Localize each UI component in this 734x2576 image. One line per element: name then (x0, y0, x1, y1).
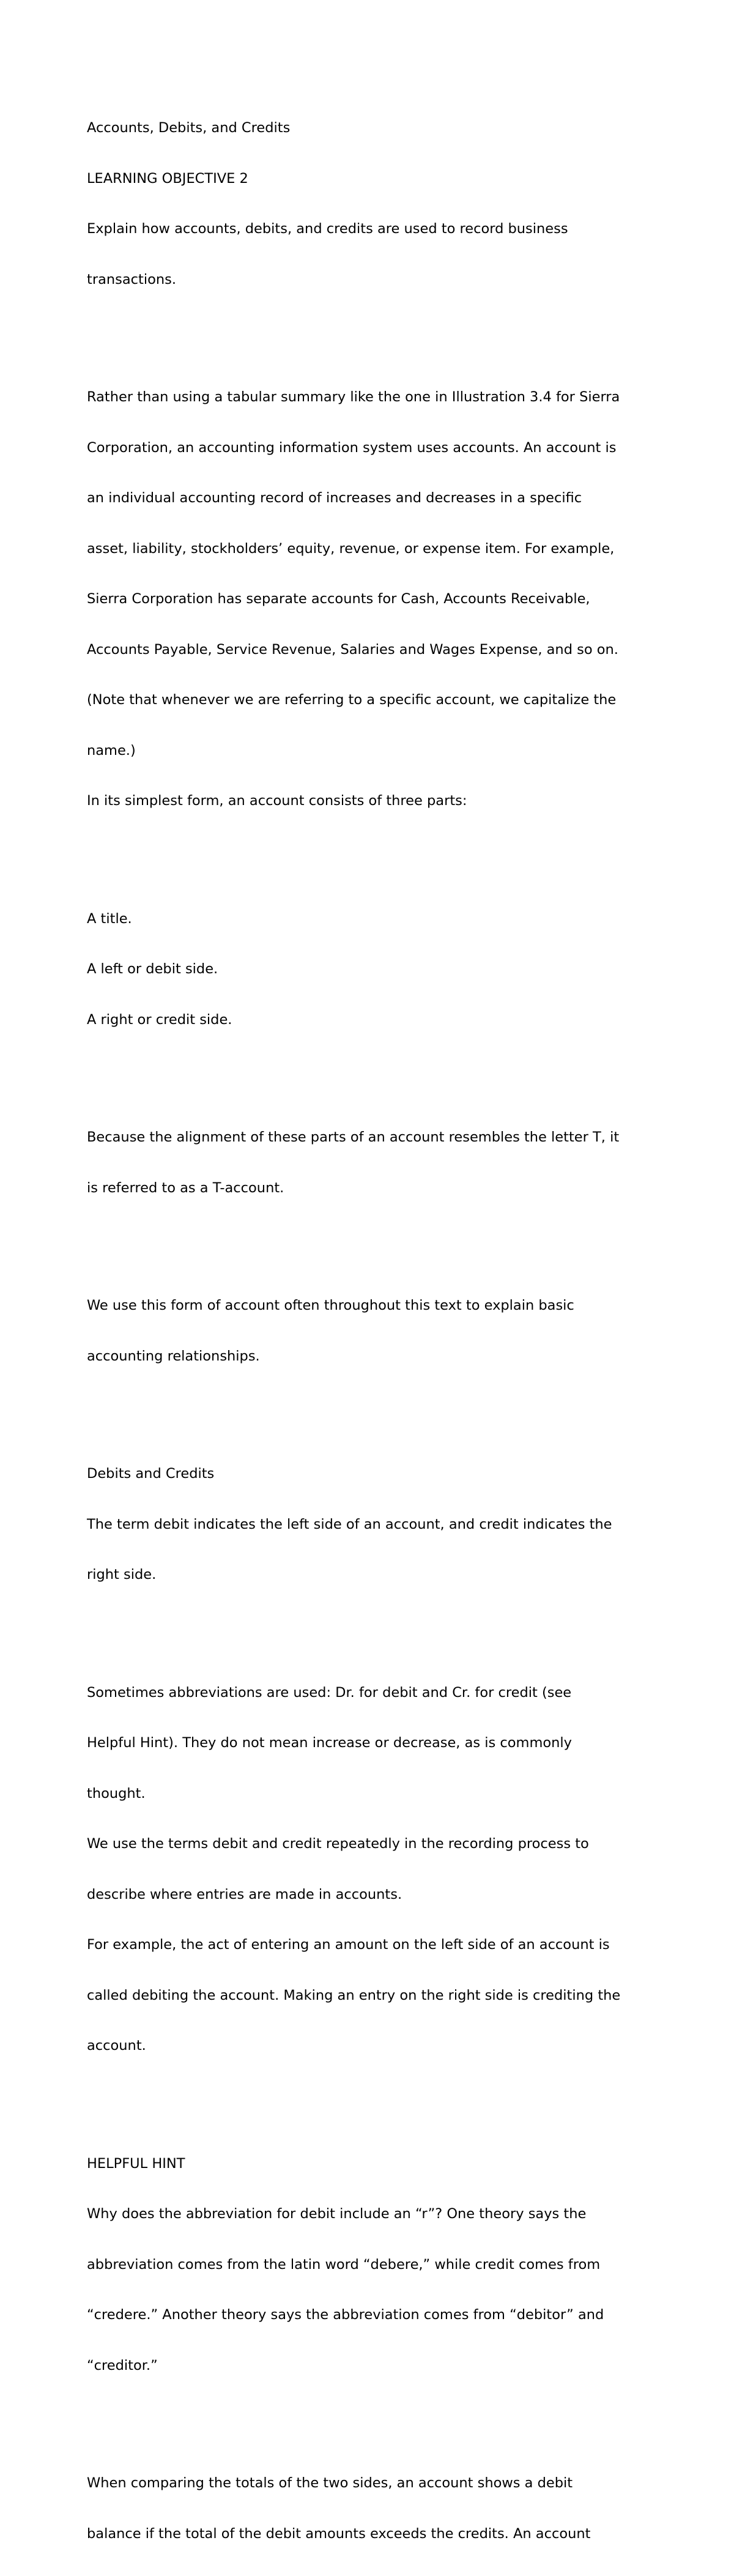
hint-line: “creditor.” (87, 2357, 158, 2374)
paragraph-line: account. (87, 2038, 146, 2054)
learning-objective-text: transactions. (87, 271, 176, 288)
hint-line: “credere.” Another theory says the abbreviation comes from “debitor” and (87, 2307, 604, 2323)
blank-line (87, 2408, 662, 2425)
paragraph-line: accounting relationships. (87, 1348, 260, 1364)
paragraph-line: right side. (87, 1567, 157, 1583)
blank-line (87, 844, 662, 861)
hint-heading: HELPFUL HINT (87, 2155, 185, 2172)
paragraph-line: called debiting the account. Making an entry on the right side is crediting the (87, 1987, 621, 2003)
paragraph-line: is referred to as a T-account. (87, 1179, 284, 1196)
paragraph-line: Helpful Hint). They do not mean increase or decrease, as is commonly (87, 1735, 572, 1751)
paragraph-line: (Note that whenever we are referring to a specific account, we capitalize the (87, 692, 617, 708)
paragraph-line: Corporation, an accounting information system uses accounts. An account is (87, 439, 617, 456)
blank-line (87, 1062, 662, 1079)
document-body (87, 86, 662, 2576)
hint-line: abbreviation comes from the latin word “debere,” while credit comes from (87, 2256, 601, 2273)
paragraph-line: Rather than using a tabular summary like the one in Illustration 3.4 for Sierra (87, 389, 620, 405)
blank-line (87, 1617, 662, 1635)
page-title: Accounts, Debits, and Credits (87, 120, 291, 136)
list-item: A left or debit side. (87, 961, 218, 977)
paragraph-line: asset, liability, stockholders’ equity, revenue, or expense item. For example, (87, 540, 615, 557)
paragraph-line: balance if the total of the debit amounts exceeds the credits. An account (87, 2525, 591, 2542)
paragraph-line: Sierra Corporation has separate accounts for Cash, Accounts Receivable, (87, 591, 590, 607)
learning-objective-text: Explain how accounts, debits, and credits are used to record business (87, 221, 568, 237)
paragraph-line: an individual accounting record of increases and decreases in a specific (87, 490, 582, 506)
blank-line (87, 322, 662, 339)
learning-objective-label: LEARNING OBJECTIVE 2 (87, 170, 248, 187)
blank-line (87, 2088, 662, 2106)
paragraph-line: The term debit indicates the left side of an account, and credit indicates the (87, 1516, 612, 1532)
paragraph-line: We use this form of account often throughout this text to explain basic (87, 1297, 574, 1313)
paragraph-line: When comparing the totals of the two sides, an account shows a debit (87, 2475, 573, 2491)
section-heading: Debits and Credits (87, 1466, 215, 1482)
paragraph-line: thought. (87, 1785, 146, 1802)
blank-line (87, 1230, 662, 1247)
paragraph-line: name.) (87, 742, 136, 759)
list-item: A title. (87, 910, 132, 927)
paragraph-line: Because the alignment of these parts of an account resembles the letter T, it (87, 1129, 620, 1145)
paragraph-line: We use the terms debit and credit repeatedly in the recording process to (87, 1836, 589, 1852)
hint-line: Why does the abbreviation for debit include an “r”? One theory says the (87, 2206, 587, 2222)
list-item: A right or credit side. (87, 1011, 232, 1028)
paragraph-line: describe where entries are made in accounts. (87, 1886, 402, 1902)
paragraph-line: In its simplest form, an account consists of three parts: (87, 793, 467, 809)
blank-line (87, 1398, 662, 1416)
paragraph-line: For example, the act of entering an amount on the left side of an account is (87, 1937, 610, 1953)
paragraph-line: Sometimes abbreviations are used: Dr. for debit and Cr. for credit (see (87, 1684, 572, 1701)
paragraph-line: Accounts Payable, Service Revenue, Salaries and Wages Expense, and so on. (87, 641, 618, 658)
